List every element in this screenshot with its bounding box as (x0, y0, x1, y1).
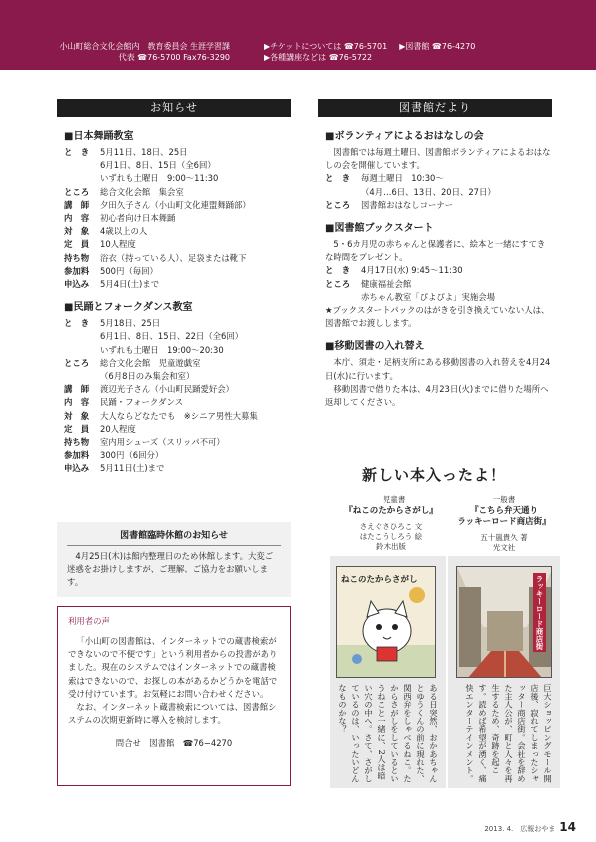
folk-heading: ■民踊とフォークダンス教室 (64, 302, 193, 314)
general-book-writer: 五十嵐貴久 著 (480, 533, 528, 542)
row-value: 5月18日、25日 (100, 318, 161, 329)
header-course-phone: ▶各種講座などは ☎76-5722 (264, 53, 373, 62)
child-book-title: 『ねこのたからさがし』 (344, 506, 438, 516)
header-ticket-phone: ▶チケットについては ☎76-5701 (264, 42, 388, 51)
general-book-author (456, 533, 552, 553)
right-column (325, 124, 551, 409)
page-number: 14 (559, 820, 576, 834)
child-book-category: 児童書 (382, 495, 406, 504)
header-office-info (54, 41, 230, 63)
general-book-publisher: 光文社 (492, 543, 516, 552)
child-book-cover-image (336, 566, 436, 678)
closure-notice (57, 522, 291, 597)
general-book-description: 巨大ショッピングモール開店後、寂れてしまったシャッター商店街。会社を辞めた主人公が、町と人々を再生するため、奇跡を起こす。読めば希望が湧く、痛快エンターテインメント。 (465, 684, 553, 783)
row-value: 300円（6回分） (100, 450, 164, 461)
row-label: ところ (325, 199, 351, 210)
row-label: 持ち物 (64, 437, 90, 448)
row-value: 500円（毎回） (100, 265, 158, 276)
user-voice-box (57, 606, 291, 786)
row-label: ところ (325, 278, 351, 289)
row-label (64, 159, 100, 172)
row-label: 対 象 (64, 410, 90, 421)
volunteer-heading: ■ボランティアによるおはなしの会 (325, 131, 484, 142)
new-books-title: 新しい本入ったよ！ (362, 466, 507, 484)
row-value: 浴衣（持っている人）、足袋または靴下 (100, 252, 247, 263)
row-label: 講 師 (64, 384, 90, 395)
row-value: 6月1日、8日、15日、22日（全6回） (100, 331, 244, 342)
bookstart-body: 5・6カ月児の赤ちゃんと保護者に、絵本と一緒にすてきな時間をプレゼント。 (325, 239, 546, 263)
dance-details (64, 146, 292, 291)
page-footer (484, 820, 576, 834)
row-value: 図書館おはなしコーナー (361, 199, 454, 210)
row-label: 講 師 (64, 199, 90, 210)
mobile-library-heading: ■移動図書の入れ替え (325, 341, 425, 353)
row-value: 5月11日(土)まで (100, 463, 165, 474)
bookstart-note: ★ブックスタートパックのはがきを引き換えていない人は、図書館でお渡しします。 (325, 305, 550, 329)
row-value: 総合文化会館 児童遊戯室 (100, 357, 201, 368)
general-cover-title: ラッキーロード商店街 (535, 575, 544, 650)
child-book-writer: さえぐさひろこ 文 (359, 522, 423, 531)
folk-details (64, 317, 292, 475)
child-cover-title: ねこのたからさがし (341, 575, 418, 585)
header-contact-info (264, 41, 475, 63)
left-column (64, 124, 292, 476)
row-label: と き (325, 173, 351, 184)
row-value: （6月8日のみ集会和室） (100, 371, 195, 382)
row-label: 対 象 (64, 226, 90, 237)
row-value: 20人程度 (100, 423, 136, 434)
row-value: 初心者向け日本舞踊 (100, 213, 176, 224)
bookstart-heading: ■図書館ブックスタート (325, 223, 434, 235)
row-label: 定 員 (64, 239, 90, 250)
row-label: と き (64, 147, 90, 157)
closure-notice-title: 図書館臨時休館のお知らせ (67, 528, 281, 546)
section-title-library-news: 図書館だより (318, 99, 552, 117)
row-value: 10人程度 (100, 239, 136, 250)
row-value: 大人ならどなたでも ※シニア男性大募集 (100, 410, 258, 421)
dance-heading: ■日本舞踊教室 (64, 131, 134, 142)
row-label: と き (325, 265, 351, 276)
footer-issue: 2013. 4. 広報おやま (484, 825, 556, 833)
user-voice-followup: なお、インターネット蔵書検索については、図書館システムの次期更新時に導入を検討します。 (68, 702, 277, 726)
volunteer-body: 図書館では毎週土曜日、図書館ボランティアによるおはなしの会を開催しています。 (325, 147, 551, 171)
row-value: 5月4日(土)まで (100, 279, 160, 290)
child-book-description: ある日突然、おかあちゃんとゆうくんの前に現れた、関西弁をしゃべるねこ。たからさがしをしているというねこと一緒に、2人は暗い穴の中へ。さて、さがしているのは、いったいどんなものかな？ (338, 684, 439, 783)
page-header-band (0, 0, 596, 70)
row-label: 定 員 (64, 423, 90, 434)
row-label: ところ (64, 186, 90, 197)
row-label: 内 容 (64, 213, 90, 224)
header-library-phone: ▶図書館 ☎76-4270 (399, 42, 476, 51)
row-label: 参加料 (64, 450, 90, 461)
user-voice-contact: 問合せ 図書館 ☎76−4270 (115, 738, 233, 749)
row-label: 申込み (64, 279, 90, 290)
row-label (64, 330, 100, 343)
user-voice-body: 「小山町の図書館は、インターネットでの蔵書検索ができないので不便です」という利用者からの投書がありました。現在のシステムではインターネットでの蔵書検索はできないので、お探しの本があるかどうかを電話で受け付けています。お気軽にお問い合わせください。 (68, 636, 278, 699)
row-value: いずれも土曜日 9:00～11:30 (100, 173, 219, 184)
row-value: 4歳以上の人 (100, 226, 148, 237)
user-voice-title: 利用者の声 (68, 616, 110, 626)
row-value: 夕田久子さん（小山町文化連盟舞踊部） (100, 199, 251, 210)
row-value: 毎週土曜日 10:30～ (361, 173, 444, 184)
general-book-title: 『こちら弁天通り ラッキーロード商店街』 (457, 506, 551, 527)
row-label: ところ (64, 357, 90, 368)
general-book-cover-image (456, 566, 552, 678)
row-label (64, 344, 100, 357)
row-value: 赤ちゃん教室「ぴよぴよ」実施会場 (361, 291, 495, 302)
row-value: 健康福祉会館 (361, 278, 412, 289)
child-book-illustrator: はたこうしろう 絵 (359, 532, 423, 541)
row-value: 渡辺光子さん（小山町民踊愛好会） (100, 384, 234, 395)
row-label (325, 291, 361, 304)
row-label (325, 186, 361, 199)
row-value: 6月1日、8日、15日（全6回） (100, 160, 216, 171)
row-value: 民踊・フォークダンス (100, 397, 183, 408)
closure-notice-body: 4月25日(木)は館内整理日のため休館します。大変ご迷惑をお掛けしますが、ご理解、ご協力をお願いします。 (67, 551, 274, 587)
child-book-author (338, 522, 444, 552)
header-office-name: 小山町総合文化会館内 教育委員会 生涯学習課 (59, 42, 230, 51)
row-value: いずれも土曜日 19:00～20:30 (100, 344, 224, 355)
general-book-category: 一般書 (492, 495, 516, 504)
row-value: 室内用シューズ（スリッパ不可） (100, 437, 225, 448)
section-title-notices: お知らせ (57, 99, 291, 117)
row-label: 参加料 (64, 265, 90, 276)
mobile-library-body: 本庁、須走・足柄支所にある移動図書の入れ替えを4月24日(水)に行います。 (325, 357, 551, 381)
child-book-publisher: 鈴木出版 (376, 542, 406, 551)
row-value: 5月11日、18日、25日 (100, 147, 188, 157)
row-label (64, 370, 100, 383)
row-value: 総合文化会館 集会室 (100, 186, 184, 197)
row-value: 4月17日(水) 9:45～11:30 (361, 265, 463, 276)
row-label: 申込み (64, 463, 90, 474)
header-office-phone: 代表 ☎76-5700 Fax76-3290 (118, 53, 230, 62)
row-value: （4月…6日、13日、20日、27日） (361, 186, 496, 197)
row-label: 持ち物 (64, 252, 90, 263)
row-label (64, 172, 100, 185)
row-label: と き (64, 318, 90, 329)
row-label: 内 容 (64, 397, 90, 408)
mobile-library-return: 移動図書で借りた本は、4月23日(火)までに借りた場所へ返却してください。 (325, 383, 549, 408)
